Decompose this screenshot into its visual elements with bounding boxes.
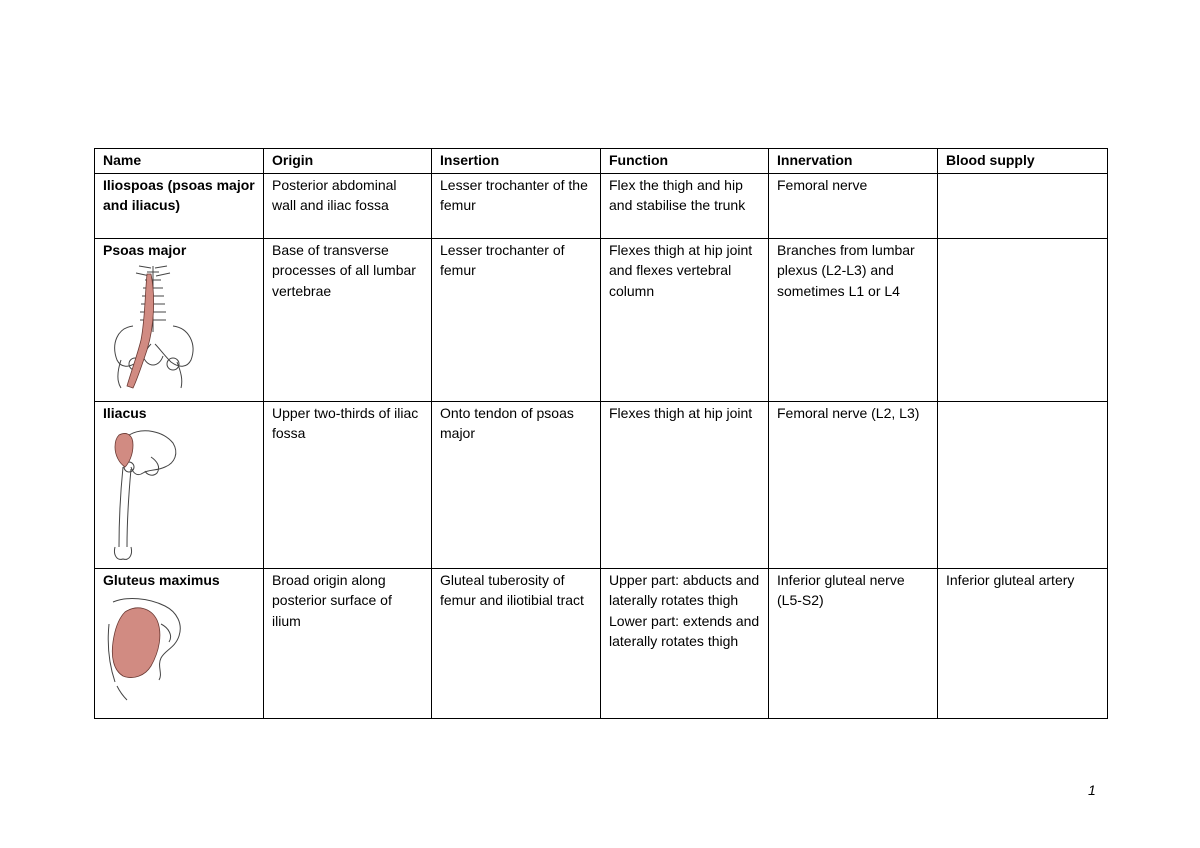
muscle-name: Gluteus maximus — [103, 571, 220, 588]
page-number: 1 — [1088, 782, 1096, 798]
cell-innervation: Femoral nerve — [769, 173, 938, 238]
psoas-major-illustration — [103, 264, 213, 390]
cell-origin: Broad origin along posterior surface of ilium — [264, 568, 432, 718]
muscle-name: Psoas major — [103, 241, 187, 258]
cell-insertion: Lesser trochanter of femur — [432, 238, 601, 401]
header-function: Function — [601, 149, 769, 174]
cell-origin: Base of transverse processes of all lumbar vertebrae — [264, 238, 432, 401]
cell-insertion: Gluteal tuberosity of femur and iliotibial tract — [432, 568, 601, 718]
cell-function: Flexes thigh at hip joint and flexes vertebral column — [601, 238, 769, 401]
cell-blood-supply — [938, 173, 1108, 238]
cell-name — [95, 401, 264, 568]
muscle-name: Iliacus — [103, 404, 147, 421]
muscle-table — [94, 148, 1108, 719]
cell-blood-supply: Inferior gluteal artery — [938, 568, 1108, 718]
cell-name — [95, 568, 264, 718]
cell-blood-supply — [938, 238, 1108, 401]
function-line: Lower part: extends and laterally rotates thigh — [609, 612, 760, 649]
table-row — [95, 238, 1108, 401]
cell-insertion: Onto tendon of psoas major — [432, 401, 601, 568]
header-blood-supply: Blood supply — [938, 149, 1108, 174]
gluteus-maximus-illustration — [103, 594, 189, 702]
cell-origin: Posterior abdominal wall and iliac fossa — [264, 173, 432, 238]
cell-function — [601, 568, 769, 718]
cell-name: Iliospoas (psoas major and iliacus) — [95, 173, 264, 238]
function-line: Upper part: abducts and laterally rotates thigh — [609, 571, 760, 608]
table-row — [95, 568, 1108, 718]
cell-name — [95, 238, 264, 401]
header-insertion: Insertion — [432, 149, 601, 174]
table-row — [95, 401, 1108, 568]
cell-innervation: Femoral nerve (L2, L3) — [769, 401, 938, 568]
table-header-row — [95, 149, 1108, 174]
cell-function: Flex the thigh and hip and stabilise the trunk — [601, 173, 769, 238]
cell-function: Flexes thigh at hip joint — [601, 401, 769, 568]
cell-innervation: Branches from lumbar plexus (L2-L3) and sometimes L1 or L4 — [769, 238, 938, 401]
cell-origin: Upper two-thirds of iliac fossa — [264, 401, 432, 568]
cell-blood-supply — [938, 401, 1108, 568]
iliacus-illustration — [103, 427, 193, 563]
cell-insertion: Lesser trochanter of the femur — [432, 173, 601, 238]
header-origin: Origin — [264, 149, 432, 174]
cell-innervation: Inferior gluteal nerve (L5-S2) — [769, 568, 938, 718]
header-name: Name — [95, 149, 264, 174]
table-row — [95, 173, 1108, 238]
header-innervation: Innervation — [769, 149, 938, 174]
